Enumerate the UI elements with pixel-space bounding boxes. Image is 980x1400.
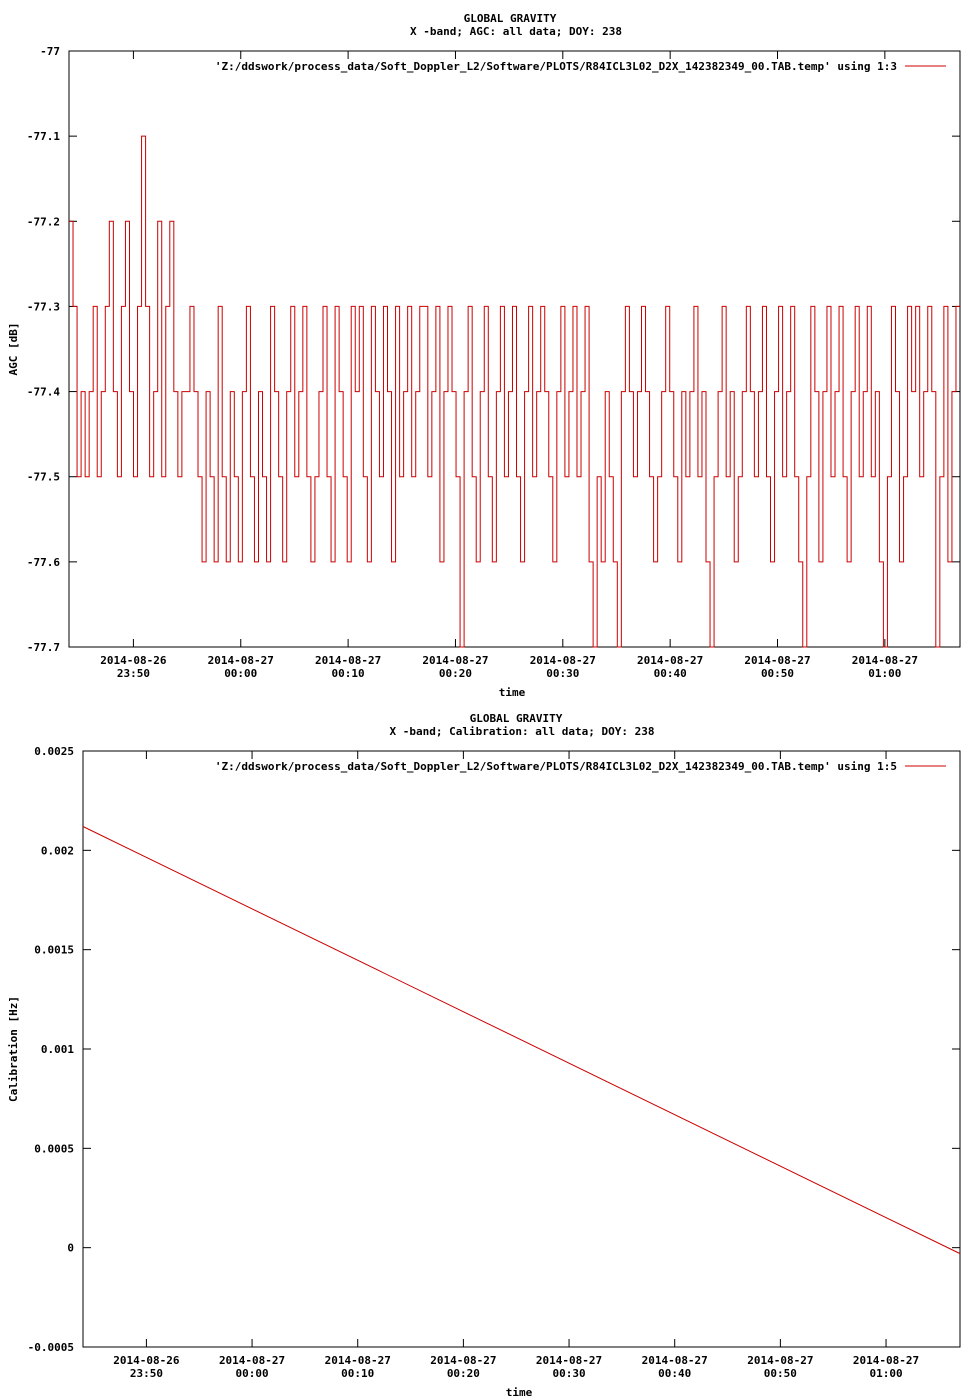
calibration-x-tick-time: 00:40 <box>658 1367 692 1380</box>
calibration-x-tick-date: 2014-08-27 <box>218 1354 286 1367</box>
calibration-x-tick-time: 00:00 <box>235 1367 269 1380</box>
agc-y-tick-label: -77.7 <box>26 641 60 654</box>
calibration-x-tick-date: 2014-08-26 <box>113 1354 180 1367</box>
agc-x-tick-time: 00:10 <box>331 667 365 680</box>
agc-x-tick-time: 00:30 <box>546 667 580 680</box>
agc-x-tick-time: 23:50 <box>116 667 150 680</box>
calibration-legend-label: 'Z:/ddswork/process_data/Soft_Doppler_L2/Software/PLOTS/R84ICL3L02_D2X_142382349_00.TAB.temp' using 1:5 <box>214 760 897 773</box>
calibration-x-tick-time: 00:50 <box>763 1367 797 1380</box>
calibration-x-tick-time: 00:20 <box>446 1367 480 1380</box>
calibration-x-tick-date: 2014-08-27 <box>852 1354 920 1367</box>
calibration-y-tick-label: 0 <box>67 1241 74 1255</box>
agc-x-tick-time: 00:50 <box>760 667 795 680</box>
agc-y-axis-label: AGC [dB] <box>7 322 20 376</box>
agc-chart-title: GLOBAL GRAVITY <box>463 12 557 25</box>
calibration-chart <box>7 712 960 1399</box>
agc-y-tick-label: -77.1 <box>26 130 60 144</box>
calibration-x-tick-date: 2014-08-27 <box>430 1354 497 1367</box>
agc-x-tick-date: 2014-08-27 <box>314 654 382 667</box>
agc-x-tick-date: 2014-08-27 <box>851 654 918 667</box>
calibration-x-tick-time: 00:10 <box>341 1367 375 1380</box>
agc-x-tick-time: 00:00 <box>224 667 258 680</box>
calibration-y-tick-label: 0.0025 <box>34 745 74 758</box>
calibration-y-ticks <box>28 745 960 1354</box>
agc-x-tick-time: 00:20 <box>438 667 473 680</box>
calibration-y-tick-label: 0.0005 <box>34 1142 74 1156</box>
agc-x-tick-time: 00:40 <box>653 667 687 680</box>
agc-x-tick-date: 2014-08-27 <box>422 654 489 667</box>
agc-x-tick-time: 01:00 <box>868 667 902 680</box>
calibration-series-line <box>83 826 960 1253</box>
calibration-chart-title: GLOBAL GRAVITY <box>469 712 563 725</box>
agc-series-line <box>69 136 960 647</box>
agc-x-axis-label: time <box>498 686 526 699</box>
calibration-x-tick-time: 23:50 <box>129 1367 163 1380</box>
agc-y-tick-label: -77.3 <box>26 300 60 314</box>
calibration-x-ticks <box>113 751 919 1380</box>
calibration-plot-frame <box>83 751 960 1347</box>
agc-y-ticks <box>27 45 960 654</box>
agc-y-tick-label: -77.4 <box>26 385 60 399</box>
calibration-y-tick-label: 0.002 <box>40 844 74 858</box>
calibration-y-axis-label: Calibration [Hz] <box>7 996 20 1102</box>
agc-chart-subtitle: X -band; AGC: all data; DOY: 238 <box>410 25 622 38</box>
calibration-y-tick-label: -0.0005 <box>27 1341 74 1354</box>
calibration-chart-subtitle: X -band; Calibration: all data; DOY: 238 <box>389 725 655 738</box>
agc-y-tick-label: -77 <box>40 45 60 58</box>
calibration-y-tick-label: 0.001 <box>40 1043 74 1056</box>
agc-x-tick-date: 2014-08-26 <box>100 654 167 667</box>
calibration-x-tick-time: 00:30 <box>552 1367 586 1380</box>
agc-y-tick-label: -77.6 <box>26 555 60 569</box>
calibration-x-axis-label: time <box>505 1386 533 1399</box>
calibration-y-tick-label: 0.0015 <box>34 943 74 957</box>
agc-y-tick-label: -77.5 <box>26 470 60 484</box>
calibration-x-tick-time: 01:00 <box>869 1367 903 1380</box>
agc-y-tick-label: -77.2 <box>26 215 60 229</box>
calibration-x-tick-date: 2014-08-27 <box>747 1354 814 1367</box>
agc-x-tick-date: 2014-08-27 <box>207 654 274 667</box>
agc-legend-label: 'Z:/ddswork/process_data/Soft_Doppler_L2/Software/PLOTS/R84ICL3L02_D2X_142382349_00.TAB.temp' using 1:3 <box>214 60 897 73</box>
agc-x-tick-date: 2014-08-27 <box>744 654 811 667</box>
agc-x-tick-date: 2014-08-27 <box>637 654 704 667</box>
calibration-x-tick-date: 2014-08-27 <box>535 1354 603 1367</box>
agc-x-tick-date: 2014-08-27 <box>529 654 596 667</box>
calibration-x-tick-date: 2014-08-27 <box>641 1354 708 1367</box>
agc-plot-frame <box>69 51 960 647</box>
agc-x-ticks <box>100 51 918 680</box>
calibration-x-tick-date: 2014-08-27 <box>324 1354 391 1367</box>
agc-chart <box>7 12 960 699</box>
